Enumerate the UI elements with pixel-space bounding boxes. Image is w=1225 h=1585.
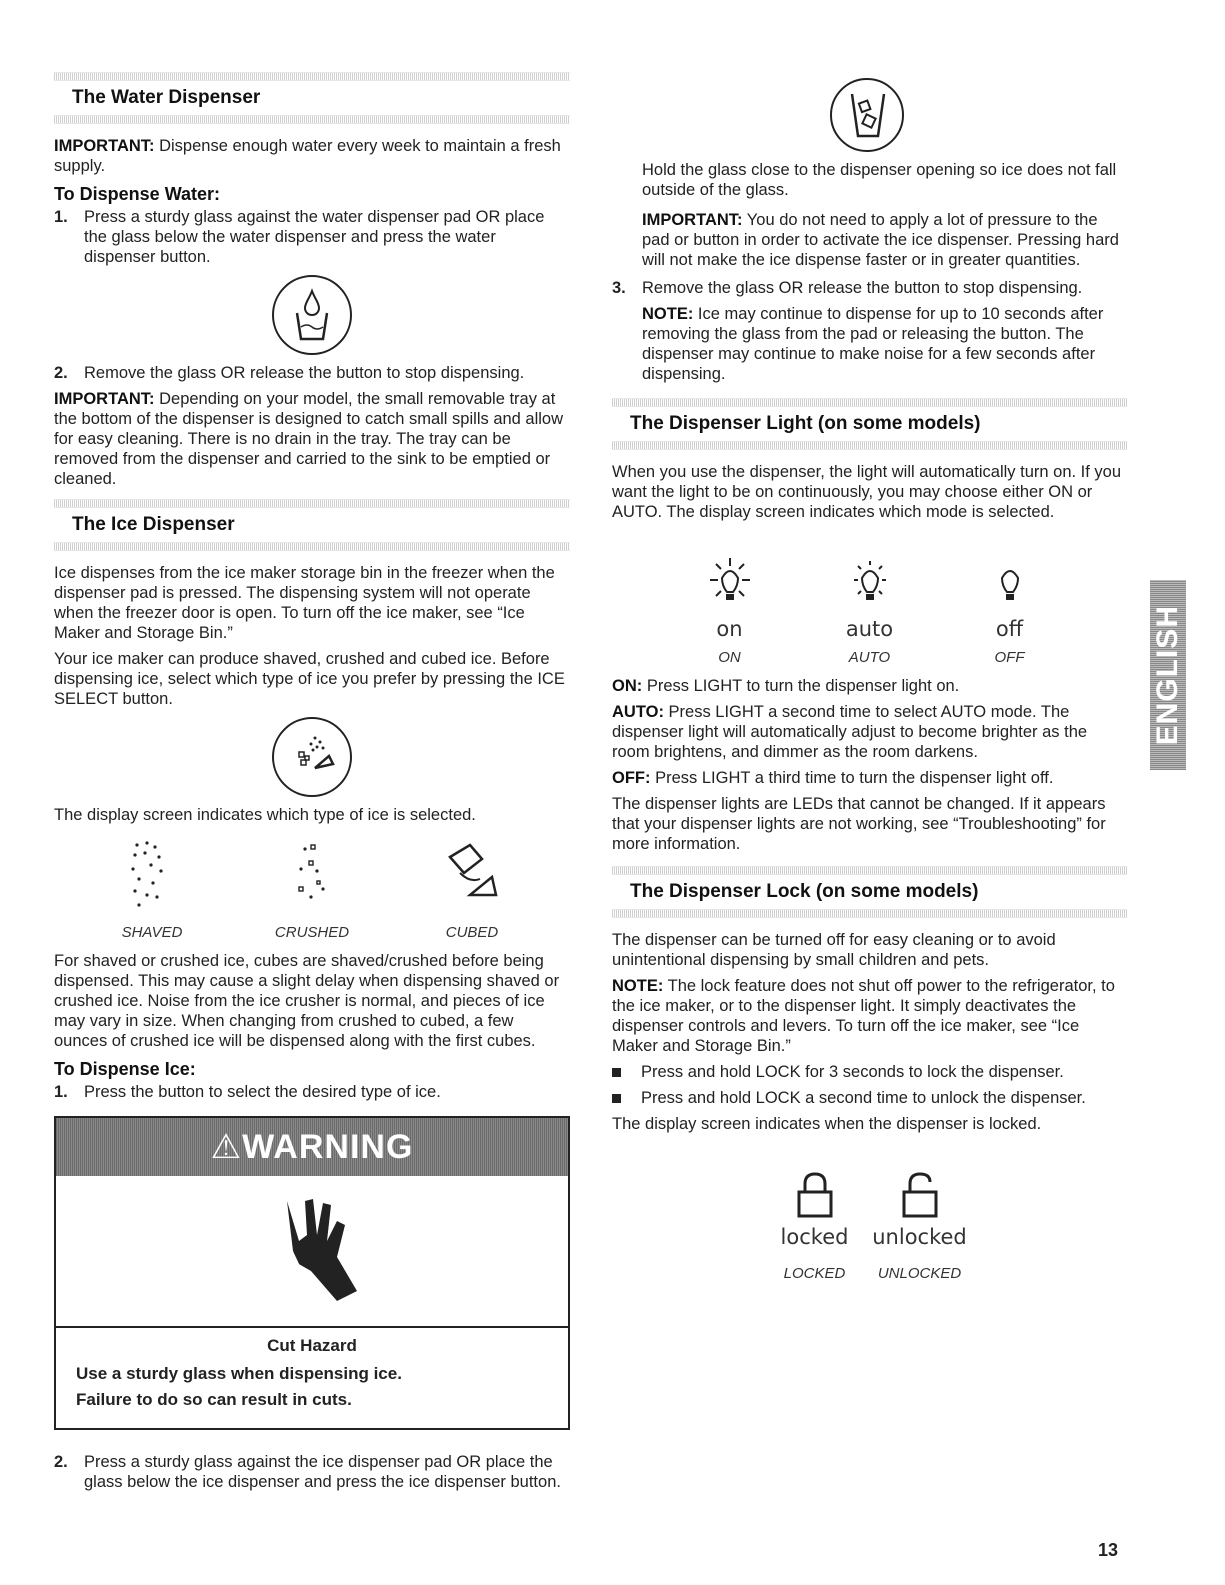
- section-rule: [54, 499, 570, 508]
- section-rule: [612, 909, 1127, 918]
- locked-icon: [795, 1170, 835, 1220]
- light-off-instruction: OFF: Press LIGHT a third time to turn the dispenser light off.: [612, 769, 1054, 787]
- ice-important: IMPORTANT: You do not need to apply a lot of pressure to the pad or button in order to activate the ice dispenser. Pressing hard will not make the ice dispense faster or in greater quantities.: [642, 211, 1119, 269]
- ice-paragraph-2: Your ice maker can produce shaved, crushed and cubed ice. Before dispensing ice, select which type of ice you prefer by pressing the ICE SELECT button.: [54, 650, 565, 708]
- lock-display-row: [612, 1170, 1127, 1282]
- water-dispenser-title: The Water Dispenser: [72, 87, 261, 108]
- section-rule: [54, 115, 570, 124]
- light-auto-display: [820, 556, 920, 666]
- shaved-display: [107, 839, 197, 941]
- ice-type-display-row: [54, 839, 570, 941]
- ice-dispenser-icon: [830, 78, 904, 152]
- water-important-2: IMPORTANT: Depending on your model, the small removable tray at the bottom of the dispenser is designed to catch small spills and allow for easy cleaning. There is no drain in the tray. The tray can be removed from the dispenser and carried to the sink to be emptied or cleaned.: [54, 390, 564, 488]
- bulb-on-icon: [700, 556, 760, 612]
- lock-paragraph-2: The display screen indicates when the dispenser is locked.: [612, 1115, 1042, 1133]
- cubed-icon: [440, 839, 504, 919]
- light-display-row: [612, 556, 1127, 666]
- dispenser-light-title: The Dispenser Light (on some models): [630, 413, 981, 434]
- dispenser-lock-title: The Dispenser Lock (on some models): [630, 881, 979, 902]
- lock-note: NOTE: The lock feature does not shut off power to the refrigerator, to the ice maker, or to the dispenser light. It simply deactivates the dispenser controls and levers. To turn off the ice maker, see “Ice Maker and Storage Bin.”: [612, 977, 1115, 1055]
- light-paragraph-2: The dispenser lights are LEDs that cannot be changed. If it appears that your dispenser lights are not working, see “Troubleshooting” for more information.: [612, 795, 1106, 853]
- ice-paragraph-1: Ice dispenses from the ice maker storage bin in the freezer when the dispenser pad is pressed. The dispensing system will not operate when the freezer door is open. To turn off the ice maker, see “Ice Maker and Storage Bin.”: [54, 564, 555, 642]
- ice-step-3: 3. Remove the glass OR release the button to stop dispensing.: [612, 279, 1083, 297]
- warning-line-1: Use a sturdy glass when dispensing ice.: [76, 1364, 402, 1383]
- section-rule: [612, 866, 1127, 875]
- unlocked-display-text: unlocked: [872, 1225, 967, 1249]
- section-rule: [54, 72, 570, 81]
- cut-hazard-icon: [56, 1176, 568, 1328]
- water-step-1: 1. Press a sturdy glass against the water dispenser pad OR place the glass below the water dispenser and press the water dispenser button.: [54, 208, 545, 266]
- water-dispenser-icon: [272, 275, 352, 355]
- ice-dispenser-title: The Ice Dispenser: [72, 514, 235, 535]
- ice-hold-paragraph: Hold the glass close to the dispenser opening so ice does not fall outside of the glass.: [642, 161, 1117, 199]
- language-side-tab: ENGLISH: [1150, 580, 1186, 770]
- warning-line-2: Failure to do so can result in cuts.: [76, 1390, 352, 1409]
- crushed-icon: [287, 839, 337, 919]
- light-auto-display-text: auto: [845, 617, 894, 641]
- light-off-display: [960, 556, 1060, 666]
- unlocked-display: [870, 1170, 970, 1282]
- crushed-caption: CRUSHED: [274, 924, 350, 941]
- page-number: 13: [1098, 1540, 1119, 1560]
- light-paragraph-1: When you use the dispenser, the light will automatically turn on. If you want the light to be on continuously, you may choose either ON or AUTO. The display screen indicates which mode is selected.: [612, 463, 1122, 521]
- warning-header: ⚠WARNING: [56, 1118, 568, 1176]
- hazard-title: Cut Hazard: [267, 1336, 357, 1355]
- cubed-display: [427, 839, 517, 941]
- water-important: IMPORTANT: Dispense enough water every week to maintain a fresh supply.: [54, 137, 561, 175]
- light-on-caption: ON: [718, 649, 741, 666]
- light-auto-caption: AUTO: [848, 649, 891, 666]
- ice-step-2: 2. Press a sturdy glass against the ice dispenser pad OR place the glass below the ice dispenser and press the ice dispenser button.: [54, 1453, 561, 1491]
- left-column: [54, 72, 570, 1498]
- right-column: [612, 72, 1127, 1286]
- light-auto-instruction: AUTO: Press LIGHT a second time to select AUTO mode. The dispenser light will automatically adjust to become brighter as the room brightens, and dimmer as the room darkens.: [612, 703, 1088, 761]
- shaved-caption: SHAVED: [121, 924, 183, 941]
- ice-paragraph-3: The display screen indicates which type of ice is selected.: [54, 806, 476, 824]
- light-on-display-text: on: [716, 617, 743, 641]
- unlocked-icon: [900, 1170, 940, 1220]
- dispense-water-heading: To Dispense Water:: [54, 184, 221, 204]
- water-step-2: 2. Remove the glass OR release the button to stop dispensing.: [54, 364, 525, 382]
- unlocked-caption: UNLOCKED: [877, 1265, 962, 1282]
- ice-step-1: 1. Press the button to select the desired type of ice.: [54, 1083, 441, 1101]
- light-off-caption: OFF: [994, 649, 1025, 666]
- ice-paragraph-4: For shaved or crushed ice, cubes are shaved/crushed before being dispensed. This may cause a slight delay when dispensing shaved or crushed ice. Noise from the ice crusher is normal, and pieces of ice may vary in size. When changing from crushed to cubed, a few ounces of crushed ice will be dispensed along with the first cubes.: [54, 952, 560, 1050]
- light-on-display: [680, 556, 780, 666]
- warning-box: [54, 1116, 570, 1430]
- section-rule: [54, 542, 570, 551]
- locked-caption: LOCKED: [783, 1265, 846, 1282]
- crushed-display: [267, 839, 357, 941]
- ice-select-icon: [272, 717, 352, 797]
- locked-display-text: locked: [780, 1225, 849, 1249]
- dispense-ice-heading: To Dispense Ice:: [54, 1059, 196, 1079]
- section-rule: [612, 398, 1127, 407]
- bulb-off-icon: [980, 556, 1040, 612]
- light-off-display-text: off: [995, 617, 1024, 641]
- light-on-instruction: ON: Press LIGHT to turn the dispenser light on.: [612, 677, 960, 695]
- lock-paragraph-1: The dispenser can be turned off for easy cleaning or to avoid unintentional dispensing by small children and pets.: [612, 931, 1056, 969]
- shaved-icon: [127, 839, 177, 919]
- bulb-auto-icon: [840, 556, 900, 612]
- lock-bullet-1: Press and hold LOCK for 3 seconds to lock the dispenser.: [612, 1062, 1127, 1082]
- section-rule: [612, 441, 1127, 450]
- ice-note: NOTE: Ice may continue to dispense for up to 10 seconds after removing the glass from the pad or releasing the button. The dispenser may continue to make noise for a few seconds after dispensing.: [642, 305, 1104, 383]
- lock-bullet-2: Press and hold LOCK a second time to unlock the dispenser.: [612, 1088, 1127, 1108]
- cubed-caption: CUBED: [445, 924, 499, 941]
- locked-display: [770, 1170, 860, 1282]
